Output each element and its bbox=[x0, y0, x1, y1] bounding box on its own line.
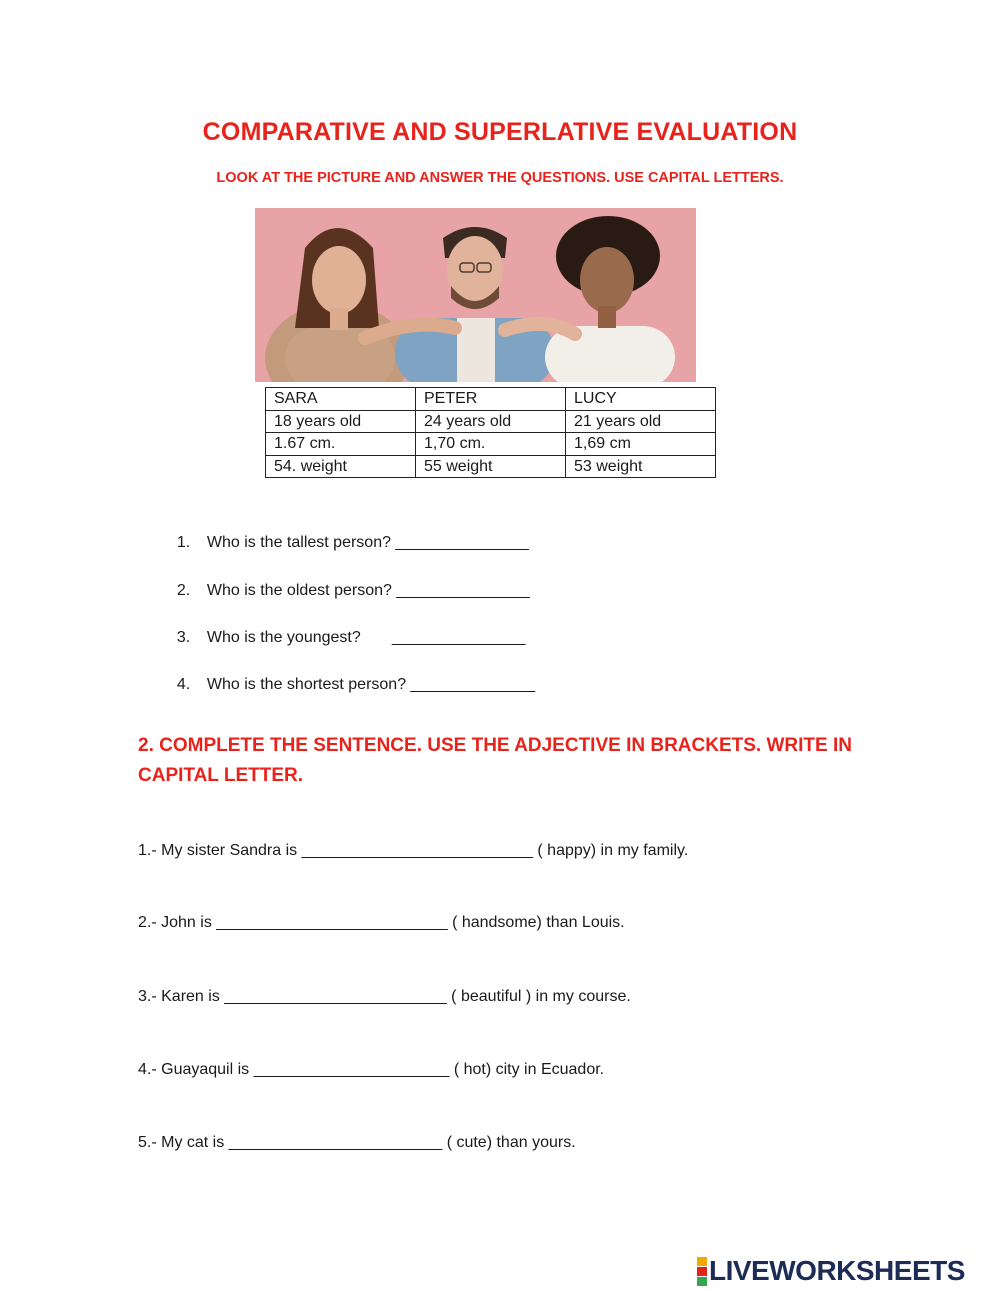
sentence-item[interactable]: 2.- John is __________________________ ( handsome) than Louis. bbox=[138, 914, 625, 931]
table-cell: LUCY bbox=[566, 388, 716, 411]
question-item bbox=[168, 611, 525, 647]
table-cell: PETER bbox=[416, 388, 566, 411]
table-cell: 54. weight bbox=[266, 455, 416, 478]
sentence-item[interactable]: 3.- Karen is _________________________ ( beautiful ) in my course. bbox=[138, 988, 631, 1005]
question-number: 2. bbox=[176, 582, 191, 599]
sentence-item[interactable]: 1.- My sister Sandra is __________________________ ( happy) in my family. bbox=[138, 842, 689, 859]
table-cell: 1,70 cm. bbox=[416, 433, 566, 456]
question-text[interactable]: Who is the shortest person? ______________ bbox=[206, 676, 536, 693]
table-row bbox=[266, 410, 716, 433]
worksheet-instruction: LOOK AT THE PICTURE AND ANSWER THE QUESTIONS. USE CAPITAL LETTERS. bbox=[216, 170, 784, 186]
liveworksheets-logo bbox=[697, 1256, 965, 1286]
sentence-item[interactable]: 5.- My cat is ________________________ ( cute) than yours. bbox=[138, 1134, 576, 1151]
question-text[interactable]: Who is the tallest person? _______________ bbox=[206, 534, 529, 551]
table-row bbox=[266, 388, 716, 411]
table-row bbox=[266, 433, 716, 456]
question-number: 1. bbox=[176, 534, 191, 551]
question-number: 4. bbox=[176, 676, 191, 693]
sentence-item[interactable]: 4.- Guayaquil is ______________________ ( hot) city in Ecuador. bbox=[138, 1061, 605, 1078]
question-number: 3. bbox=[176, 629, 191, 646]
table-cell: 55 weight bbox=[416, 455, 566, 478]
question-item bbox=[168, 564, 530, 600]
question-item bbox=[168, 658, 535, 694]
section-2-heading: 2. COMPLETE THE SENTENCE. USE THE ADJECTIVE IN BRACKETS. WRITE IN CAPITAL LETTER. bbox=[138, 735, 852, 786]
table-cell: 1.67 cm. bbox=[266, 433, 416, 456]
table-cell: 18 years old bbox=[266, 410, 416, 433]
table-cell: 1,69 cm bbox=[566, 433, 716, 456]
question-item bbox=[168, 516, 529, 552]
table-cell: SARA bbox=[266, 388, 416, 411]
logo-blocks-icon bbox=[697, 1257, 707, 1286]
table-cell: 53 weight bbox=[566, 455, 716, 478]
table-row bbox=[266, 455, 716, 478]
table-cell: 21 years old bbox=[566, 410, 716, 433]
worksheet-title: COMPARATIVE AND SUPERLATIVE EVALUATION bbox=[202, 118, 798, 146]
people-photo bbox=[255, 208, 696, 382]
logo-text: LIVEWORKSHEETS bbox=[709, 1255, 965, 1286]
question-text[interactable]: Who is the oldest person? _______________ bbox=[206, 582, 530, 599]
people-data-table bbox=[265, 387, 716, 478]
question-text[interactable]: Who is the youngest? _______________ bbox=[206, 629, 526, 646]
table-cell: 24 years old bbox=[416, 410, 566, 433]
